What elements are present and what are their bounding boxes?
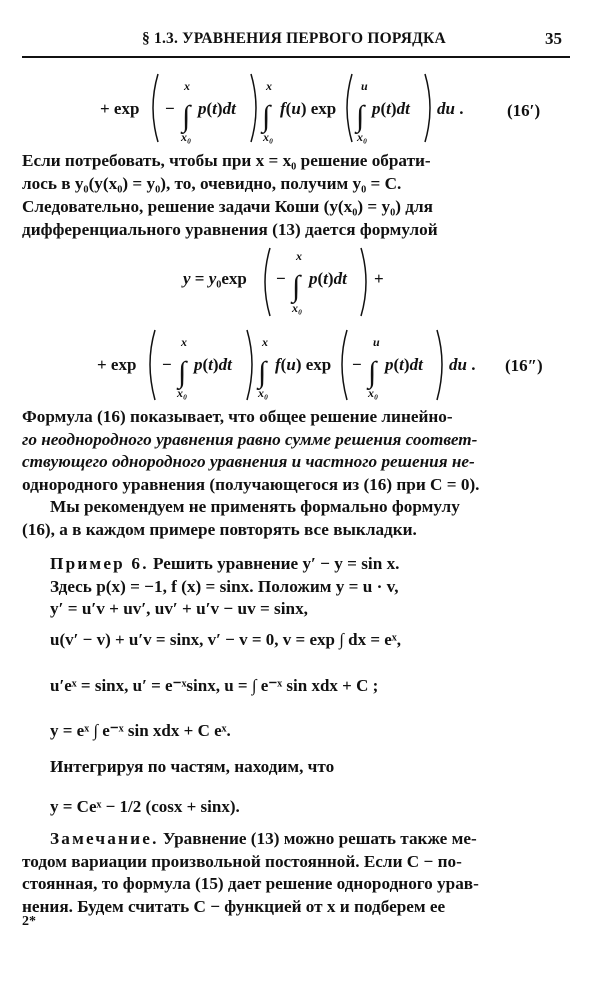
text-line: нения. Будем считать C − функцией от x и подберем ее — [22, 896, 446, 916]
svg-text:du .: du . — [449, 355, 476, 374]
svg-text:∫: ∫ — [178, 356, 187, 389]
svg-text:x₀: x₀ — [292, 301, 303, 315]
paragraph-general-solution — [22, 406, 574, 496]
svg-text:x: x — [181, 335, 187, 349]
text-line: Интегрируя по частям, находим, что — [50, 757, 335, 776]
remark-first-line — [22, 828, 574, 851]
svg-text:−: − — [276, 269, 286, 288]
svg-text:x: x — [262, 335, 268, 349]
example-heading — [22, 553, 574, 576]
text-line: (16), а в каждом примере повторять все выкладки. — [22, 519, 417, 539]
svg-text:p(t)dt: p(t)dt — [198, 99, 236, 118]
svg-text:p(t)dt: p(t)dt — [194, 355, 232, 374]
equation-substitution: u(v′ − v) + u′v = sinx, v′ − v = 0, v = exp ∫ dx = eˣ, — [50, 630, 401, 649]
text-line: Формула (16) показывает, что общее решение линейно- — [22, 407, 453, 426]
text-line: Мы рекомендуем не применять формально формулу — [50, 497, 460, 516]
svg-text:x: x — [296, 249, 302, 263]
text-line: Если потребовать, чтобы при x = x₀ решение обрати- — [22, 151, 431, 170]
formula-16-prime — [0, 70, 594, 148]
signature-mark: 2* — [22, 914, 36, 929]
svg-text:p(t)dt: p(t)dt — [385, 355, 423, 374]
remark-label: Замечание. — [50, 829, 159, 848]
equation-y-integral: y = eˣ ∫ e⁻ˣ sin xdx + C eˣ. — [50, 721, 231, 740]
svg-text:x₀: x₀ — [181, 130, 192, 144]
svg-text:x₀: x₀ — [368, 386, 379, 400]
text-line: Здесь p(x) = −1, f (x) = sinx. Положим y = u · v, — [50, 576, 399, 596]
text-line: лось в y₀(y(x₀) = y₀), то, очевидно, получим y₀ = C. — [22, 173, 402, 193]
equation-final-result: y = Ceˣ − 1/2 (cosx + sinx). — [50, 797, 240, 816]
svg-text:∫: ∫ — [182, 100, 191, 133]
paragraph-recommendation — [22, 496, 574, 541]
equation-number-16-double-prime: (16″) — [505, 356, 543, 375]
paragraph-remark — [22, 828, 574, 918]
text-line: тодом вариации произвольной постоянной. Если C − по- — [22, 851, 462, 871]
text-line: y′ = u′v + uv′, uv′ + u′v − uv = sinx, — [50, 599, 308, 619]
svg-text:−: − — [162, 355, 172, 374]
svg-text:f(u) exp: f(u) exp — [280, 99, 337, 118]
svg-text:−: − — [165, 99, 175, 118]
svg-text:∫: ∫ — [368, 356, 377, 389]
svg-text:y = y₀exp: y = y₀exp — [183, 269, 247, 288]
svg-text:x₀: x₀ — [263, 130, 274, 144]
svg-text:u: u — [373, 335, 380, 349]
svg-text:+ exp: + exp — [100, 99, 140, 118]
svg-text:+: + — [374, 269, 384, 288]
paragraph-cauchy-condition — [22, 150, 574, 195]
svg-text:∫: ∫ — [262, 100, 271, 133]
svg-text:+ exp: + exp — [97, 355, 137, 374]
text-line: го неоднородного уравнения равно сумме решения соответ- — [22, 429, 478, 449]
svg-text:du .: du . — [437, 99, 464, 118]
text-line: однородного уравнения (получающегося из (16) при C = 0). — [22, 474, 480, 494]
text-line: Уравнение (13) можно решать также ме- — [162, 829, 477, 848]
svg-text:x₀: x₀ — [357, 130, 368, 144]
svg-text:f(u) exp: f(u) exp — [275, 355, 332, 374]
svg-text:x₀: x₀ — [258, 386, 269, 400]
svg-text:x₀: x₀ — [177, 386, 188, 400]
equation-number-16-prime: (16′) — [507, 101, 541, 120]
text-line: Следовательно, решение задачи Коши (y(x₀) = y₀) для — [22, 197, 433, 216]
page-number: 35 — [545, 29, 562, 48]
svg-text:x: x — [184, 79, 190, 93]
section-title: § 1.3. УРАВНЕНИЯ ПЕРВОГО ПОРЯДКА — [142, 30, 446, 47]
text-line: стоянная, то формула (15) дает решение однородного урав- — [22, 874, 479, 894]
text-line: дифференциального уравнения (13) дается формулой — [22, 219, 438, 239]
text-line: ствующего однородного уравнения и частного решения не- — [22, 452, 475, 472]
svg-text:∫: ∫ — [292, 270, 301, 303]
svg-text:x: x — [266, 79, 272, 93]
running-header — [22, 28, 570, 58]
svg-text:−: − — [352, 355, 362, 374]
example-6 — [22, 553, 574, 621]
example-task: Решить уравнение y′ − y = sin x. — [153, 554, 400, 573]
paragraph-integrate-by-parts — [22, 756, 574, 779]
svg-text:p(t)dt: p(t)dt — [372, 99, 410, 118]
example-label: Пример 6. — [50, 554, 149, 573]
equation-u-derivative: u′eˣ = sinx, u′ = e⁻ˣsinx, u = ∫ e⁻ˣ sin xdx + C ; — [50, 676, 379, 695]
formula-16-double-prime-line1 — [0, 244, 594, 320]
svg-text:∫: ∫ — [258, 356, 267, 389]
svg-text:∫: ∫ — [356, 100, 365, 133]
svg-text:u: u — [361, 79, 368, 93]
paragraph-cauchy-problem — [22, 196, 574, 241]
svg-text:p(t)dt: p(t)dt — [309, 269, 347, 288]
